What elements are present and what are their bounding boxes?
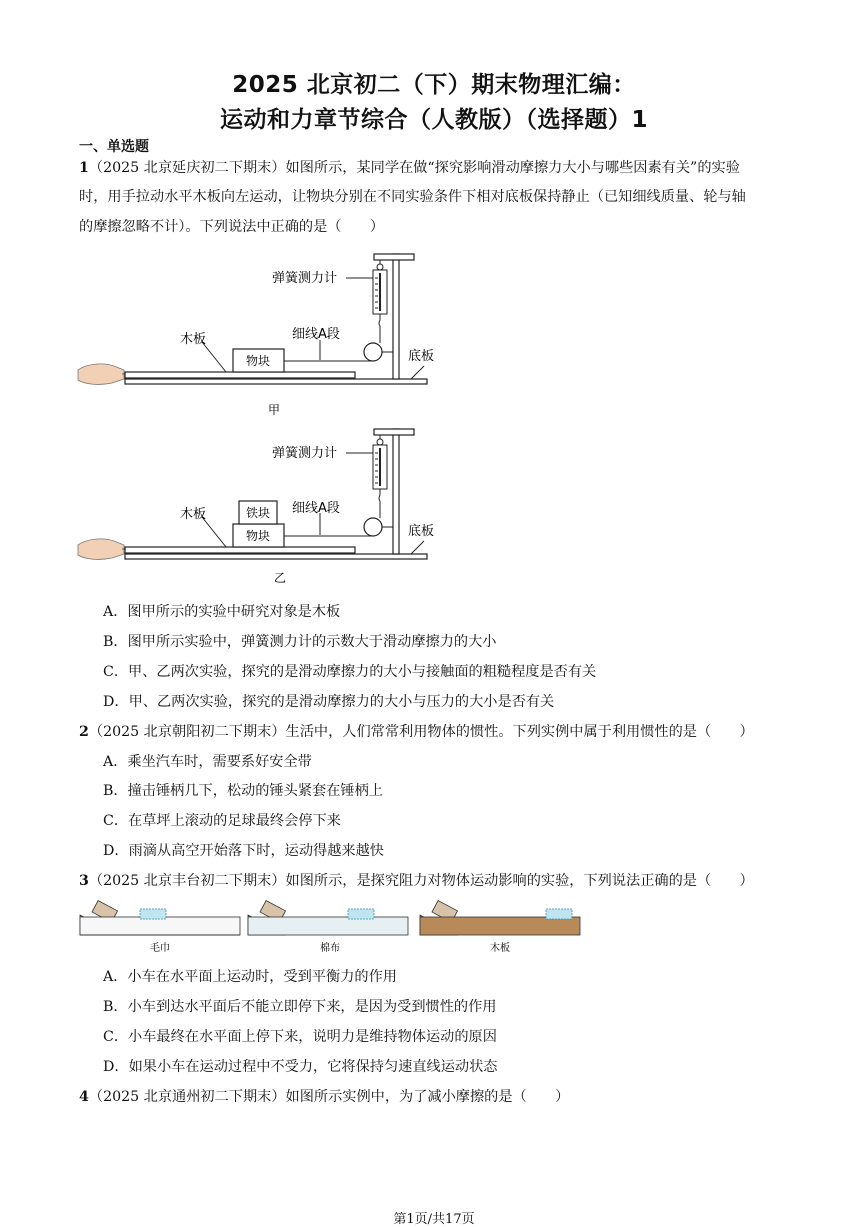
doc-title-line1: 2025 北京初二（下）期末物理汇编： bbox=[232, 72, 636, 98]
q2-option-b: B．撞击锤柄几下，松动的锤头紧套在锤柄上 bbox=[103, 783, 383, 799]
q2-option-c: C．在草坪上滚动的足球最终会停下来 bbox=[103, 813, 341, 829]
figure-caption-yi: 乙 bbox=[273, 571, 287, 585]
spring-scale bbox=[373, 435, 387, 501]
stand-pole bbox=[393, 429, 399, 554]
spring-label: 弹簧测力计 bbox=[272, 271, 338, 286]
q1-figure-jia bbox=[76, 240, 446, 420]
q3-option-b: B．小车到达水平面后不能立即停下来，是因为受到惯性的作用 bbox=[103, 999, 497, 1015]
pulley bbox=[364, 518, 382, 536]
stand-pole bbox=[393, 254, 399, 379]
block-label: 物块 bbox=[245, 354, 271, 368]
panel-towel bbox=[80, 901, 240, 954]
panel-wood bbox=[420, 901, 580, 954]
thread-label: 细线A段 bbox=[292, 327, 340, 342]
q3-text-1: （2025 北京丰台初二下期末）如图所示，是探究阻力对物体运动影响的实验，下列说法正确的是（ ） bbox=[88, 873, 754, 889]
wood-board bbox=[125, 547, 355, 553]
q1-line1 bbox=[79, 157, 740, 177]
q4-line1 bbox=[79, 1086, 569, 1106]
wood-board bbox=[125, 372, 355, 378]
thread-label: 细线A段 bbox=[292, 501, 340, 516]
q2-option-d: D．雨滴从高空开始落下时，运动得越来越快 bbox=[103, 843, 384, 859]
q3-option-d: D．如果小车在运动过程中不受力，它将保持匀速直线运动状态 bbox=[103, 1059, 498, 1075]
q3-option-c: C．小车最终在水平面上停下来，说明力是维持物体运动的原因 bbox=[103, 1029, 497, 1045]
q1-option-a: A．图甲所示的实验中研究对象是木板 bbox=[103, 604, 341, 620]
q3-option-a: A．小车在水平面上运动时，受到平衡力的作用 bbox=[103, 969, 397, 985]
q4-text-1: （2025 北京通州初二下期末）如图所示实例中，为了减小摩擦的是（ ） bbox=[88, 1089, 570, 1105]
q3-line1 bbox=[79, 870, 754, 890]
stand-arm bbox=[374, 254, 414, 260]
iron-label: 铁块 bbox=[245, 506, 271, 520]
board-label: 木板 bbox=[180, 332, 207, 347]
q3-number: 3 bbox=[79, 873, 89, 889]
board-label: 木板 bbox=[180, 507, 207, 522]
q1-option-b: B．图甲所示实验中，弹簧测力计的示数大于滑动摩擦力的大小 bbox=[103, 634, 497, 650]
spring-scale bbox=[373, 260, 387, 326]
doc-title-line2: 运动和力章节综合（人教版）（选择题）1 bbox=[219, 107, 648, 133]
q1-figure-yi bbox=[76, 417, 446, 587]
surface-label-wood: 木板 bbox=[490, 943, 510, 954]
surface-label-towel: 毛巾 bbox=[150, 943, 170, 954]
block-label: 物块 bbox=[245, 529, 271, 543]
q1-text-1: （2025 北京延庆初二下期末）如图所示，某同学在做“探究影响滑动摩擦力大小与哪些因素有关”的实验 bbox=[88, 160, 740, 176]
q1-option-d: D．甲、乙两次实验，探究的是滑动摩擦力的大小与压力的大小是否有关 bbox=[103, 694, 555, 710]
q2-option-a: A．乘坐汽车时，需要系好安全带 bbox=[103, 754, 312, 770]
q2-text-1: （2025 北京朝阳初二下期末）生活中，人们常常利用物体的惯性。下列实例中属于利用惯性的是（ ） bbox=[88, 724, 754, 740]
base-label: 底板 bbox=[408, 524, 435, 539]
hand-icon bbox=[78, 364, 126, 385]
q2-number: 2 bbox=[79, 724, 89, 740]
figure-caption-jia: 甲 bbox=[267, 403, 281, 417]
q4-number: 4 bbox=[79, 1089, 89, 1105]
page-footer: 第1页/共17页 bbox=[393, 1212, 475, 1227]
spring-label: 弹簧测力计 bbox=[272, 446, 338, 461]
section-heading: 一、单选题 bbox=[79, 139, 149, 155]
q1-line3: 的摩擦忽略不计）。下列说法中正确的是（ ） bbox=[79, 219, 385, 235]
panel-cotton bbox=[248, 901, 408, 954]
q1-line2: 时，用手拉动水平木板向左运动，让物块分别在不同实验条件下相对底板保持静止（已知细线质量、轮与轴 bbox=[79, 189, 746, 205]
q2-line1 bbox=[79, 721, 754, 741]
q1-option-c: C．甲、乙两次实验，探究的是滑动摩擦力的大小与接触面的粗糙程度是否有关 bbox=[103, 664, 597, 680]
q1-number: 1 bbox=[79, 160, 89, 176]
pulley bbox=[364, 343, 382, 361]
base-plate bbox=[125, 554, 427, 559]
base-label: 底板 bbox=[408, 349, 435, 364]
hand-icon bbox=[78, 539, 126, 560]
q3-figure bbox=[78, 893, 588, 959]
surface-label-cotton: 棉布 bbox=[320, 943, 340, 954]
stand-arm bbox=[374, 429, 414, 435]
base-plate bbox=[125, 379, 427, 384]
